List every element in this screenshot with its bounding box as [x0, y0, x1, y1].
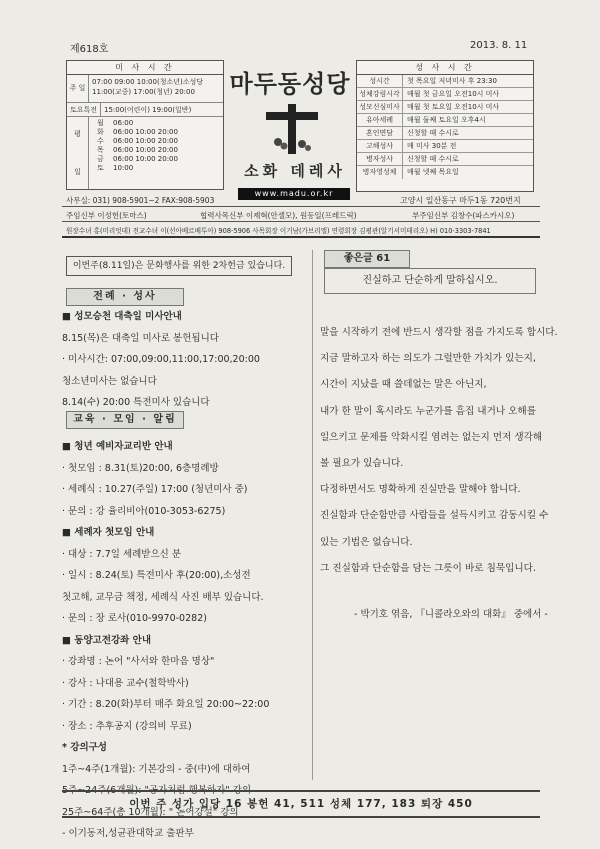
liturgy-line: ■ 성모승천 대축일 미사안내: [62, 311, 182, 322]
mass-times-heading: 미 사 시 간: [67, 61, 223, 75]
article-line: 있는 기법은 없습니다.: [320, 536, 413, 548]
education-line: * 강의구성: [62, 742, 107, 753]
sacrament-row: 성모신심미사 매월 첫 토요일 오전10시 미사: [357, 101, 533, 114]
weekday-row-tue: 화 06:00 10:00 20:00: [97, 128, 178, 136]
education-line: 5주~24주(6개월): "공자처럼 행복하자" 강의: [62, 785, 252, 796]
saturday-value: 15:00(어린이) 19:00(일반): [104, 106, 192, 114]
article-line: 말을 시작하기 전에 반드시 생각할 점을 가지도록 합시다.: [320, 327, 558, 338]
education-line: · 대상 : 7.7일 세례받으신 분: [62, 548, 182, 560]
sunday-line-2: 11:00(교중) 17:00(청년) 20:00: [92, 88, 195, 96]
liturgy-section-label: 전례 · 성사: [66, 288, 184, 306]
article-line: 다정하면서도 명확하게 진실만을 말해야 합니다.: [320, 484, 521, 496]
divider: [62, 221, 540, 222]
liturgy-content: [62, 306, 312, 414]
education-line: · 강좌명 : 논어 "사서와 한마음 명상": [62, 656, 215, 667]
sacrament-times-heading: 성 사 시 간: [357, 61, 533, 75]
sunday-label: 주 일: [67, 75, 89, 102]
education-line: · 기간 : 8.20(화)부터 매주 화요일 20:00~22:00: [62, 699, 270, 710]
education-line: · 문의 : 장 로사(010-9970-0282): [62, 613, 207, 624]
patron-name: 소화 데레사: [244, 162, 346, 180]
education-line: 1주~4주(1개월): 기본강의 - 중(中)에 대하여: [62, 763, 251, 775]
education-line: · 첫모임 : 8.31(토)20:00, 6층명례방: [62, 462, 219, 474]
education-line: · 세례식 : 10.27(주일) 17:00 (청년미사 중): [62, 484, 248, 495]
education-line: ■ 청년 예비자교리반 안내: [62, 441, 173, 452]
article-line: 그 진실함과 단순함을 담는 그릇이 바로 침묵입니다.: [320, 562, 536, 574]
sunday-line-1: 07:00 09:00 10:00(청소년)소성당: [92, 78, 204, 86]
good-words-label: 좋은글 61: [324, 250, 410, 268]
article-body: [320, 320, 558, 582]
weekday-label-top: 평: [74, 130, 81, 138]
liturgy-line: 8.14(수) 20:00 특전미사 있습니다: [62, 397, 210, 408]
education-line: · 일시 : 8.24(토) 특전미사 후(20:00),소성전: [62, 570, 251, 581]
saturday-label: 토요특전: [67, 103, 101, 116]
divider: [62, 236, 540, 238]
parish-address: 고양시 일산동구 마두1동 720번지: [400, 196, 521, 205]
education-line: · 장소 : 추후공지 (강의비 무료): [62, 720, 192, 732]
sacrament-row: 유아세례 매월 둘째 토요일 오후4시: [357, 114, 533, 127]
education-line: ■ 동양고전강좌 안내: [62, 634, 152, 646]
weekday-row-sat: 토 10:00: [97, 164, 134, 172]
sacrament-row: 고해성사 매 미사 30분 전: [357, 140, 533, 153]
vice-pastor-info: 부주임신부 김창수(파스카시오): [412, 211, 515, 220]
article-line: 시간이 지났을 때 쓸데없는 말은 아닌지,: [320, 379, 487, 391]
hymn-footer: 이번 주 성가 입당 16 봉헌 41, 511 성체 177, 183 퇴장 450: [62, 790, 540, 818]
education-line: ■ 세례자 첫모임 안내: [62, 527, 155, 538]
divider: [62, 206, 540, 207]
liturgy-line: 청소년미사는 없습니다: [62, 375, 157, 387]
sacrament-row: 성시간 첫 목요일 저녁미사 후 23:30: [357, 75, 533, 88]
staff-contacts: 원장수녀 홍(미리엇데) 전교수녀 이(선아베르베투아) 908-5906 사목회장 이기남(가브리엘) 연령회장 김평관(알기서미테리오) H) 010-3303-7841: [66, 227, 491, 235]
article-line: 일으키고 문제를 악화시킬 염려는 없는지 먼저 생각해: [320, 431, 543, 443]
assistant-priests-info: 협력사목신부 이제혁(안셀모), 원동일(프레드릭): [200, 211, 357, 220]
education-line: 첫고해, 교무금 책정, 세례식 사진 배부 있습니다.: [62, 591, 264, 603]
sacrament-row: 성체강림시각 매월 첫 금요일 오전10시 미사: [357, 88, 533, 101]
education-line: · 강사 : 나대용 교수(철학박사): [62, 677, 189, 689]
education-line: · 문의 : 강 율리비아(010-3053-6275): [62, 505, 226, 517]
weekday-row-mon: 월 06:00: [97, 119, 134, 127]
website-url[interactable]: www.madu.or.kr: [238, 188, 350, 200]
article-line: 진실함과 단순함만큼 사람들을 설득시키고 감동시킬 수: [320, 510, 549, 522]
education-content: [62, 436, 312, 845]
pastor-info: 주임신부 이성헌(토마스): [66, 211, 147, 220]
sacrament-row: 병자성사 신청할 때 수시로: [357, 153, 533, 166]
sacrament-row: 병자영성체 매월 넷째 목요일: [357, 166, 533, 179]
article-line: 내가 한 말이 혹시라도 누군가를 흠집 내거나 오해를: [320, 405, 536, 417]
issue-date: 2013. 8. 11: [470, 40, 528, 51]
sacrament-row: 혼인면담 신청할 때 수시로: [357, 127, 533, 140]
column-divider: [312, 250, 313, 780]
weekday-row-wed: 수 06:00 10:00 20:00: [97, 137, 178, 145]
sacrament-times-box: [356, 60, 534, 192]
weekday-label-bottom: 일: [74, 168, 81, 176]
article-line: 지금 말하고자 하는 의도가 그럴만한 가치가 있는지,: [320, 353, 536, 365]
mass-times-box: [66, 60, 224, 190]
issue-number: 제618호: [70, 44, 109, 55]
office-contact: 사무실: 031) 908-5901~2 FAX:908-5903: [66, 196, 215, 205]
weekday-row-thu: 목 06:00 10:00 20:00: [97, 146, 178, 154]
article-source: - 박기호 엮음, 『니콜라오와의 대화』 중에서 -: [354, 609, 548, 620]
cross-logo-icon: [262, 102, 322, 156]
liturgy-line: · 미사시간: 07:00,09:00,11:00,17:00,20:00: [62, 354, 260, 365]
article-line: 볼 필요가 있습니다.: [320, 458, 404, 470]
education-section-label: 교육 · 모임 · 알림: [66, 411, 184, 429]
parish-title: 마두동성당: [229, 70, 351, 98]
notice-box: 이번주(8.11일)은 문화행사를 위한 2차헌금 있습니다.: [66, 256, 292, 276]
liturgy-line: 8.15(목)은 대축일 미사로 봉헌됩니다: [62, 332, 219, 344]
education-line: 25주~64주(총 10개월): " 논어강설" 강의: [62, 806, 239, 818]
weekday-row-fri: 금 06:00 10:00 20:00: [97, 155, 178, 163]
education-line: - 이기동저,성균관대학교 출판부: [62, 828, 194, 839]
good-words-headline: 진실하고 단순하게 말하십시오.: [324, 268, 536, 294]
